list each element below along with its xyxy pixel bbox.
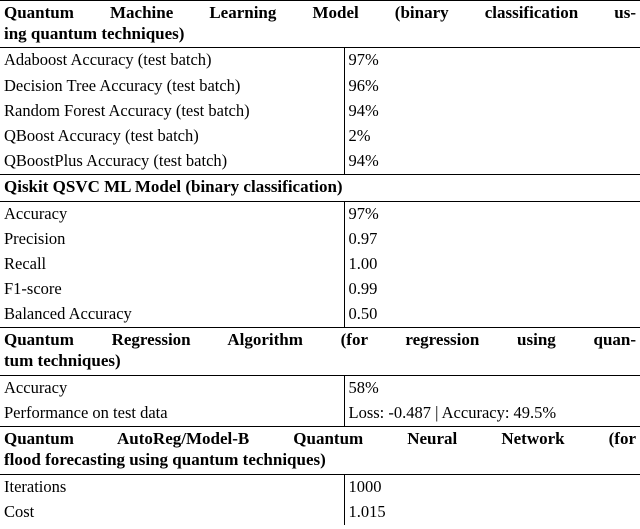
- table-row: [0, 48, 640, 74]
- row-label: Balanced Accuracy: [0, 302, 344, 328]
- row-value: 2%: [348, 125, 371, 145]
- row-value: 97%: [344, 48, 640, 74]
- section-heading-row: [0, 328, 640, 375]
- table-row: [0, 500, 640, 525]
- row-label: Iterations: [0, 474, 344, 500]
- row-value: Loss: -0.487 | Accuracy: 49.5%: [348, 403, 557, 423]
- table-row: [0, 74, 640, 99]
- row-label: Accuracy: [0, 201, 344, 227]
- table-row: [0, 99, 640, 124]
- row-label: Random Forest Accuracy (test batch): [0, 99, 344, 124]
- table-row: [0, 252, 640, 277]
- section-heading-cell: [0, 328, 640, 375]
- row-value: 0.99: [348, 279, 378, 299]
- row-label: QBoost Accuracy (test batch): [0, 124, 344, 149]
- row-value: 97%: [344, 201, 640, 227]
- results-table-body: [0, 1, 640, 525]
- row-label: Performance on test data: [0, 401, 344, 427]
- row-label: Cost: [0, 500, 344, 525]
- row-label: Decision Tree Accuracy (test batch): [0, 74, 344, 99]
- table-row: [0, 375, 640, 401]
- row-value: 96%: [348, 75, 379, 95]
- table-row: [0, 201, 640, 227]
- row-value: 1.015: [348, 501, 386, 521]
- table-row: [0, 474, 640, 500]
- row-value: 0.50: [348, 304, 378, 324]
- table-row: [0, 401, 640, 427]
- section-heading-cell: [0, 1, 640, 48]
- table-row: [0, 124, 640, 149]
- row-value: 0.97: [348, 228, 378, 248]
- section-heading-cell: [0, 427, 640, 474]
- row-value: 1.00: [348, 254, 378, 274]
- section-heading-cell: Qiskit QSVC ML Model (binary classification): [0, 175, 640, 202]
- row-label: QBoostPlus Accuracy (test batch): [0, 149, 344, 175]
- row-label: Recall: [0, 252, 344, 277]
- section-heading-row: [0, 175, 640, 202]
- section-heading-line-2: ing quantum techniques): [4, 23, 185, 43]
- section-heading-line-2: tum techniques): [4, 351, 121, 371]
- row-label: Adaboost Accuracy (test batch): [0, 48, 344, 74]
- section-heading-line-1: Quantum Regression Algorithm (for regression using quan-: [4, 330, 637, 350]
- table-row: [0, 227, 640, 252]
- section-heading-line-1: Quantum Machine Learning Model (binary classification us-: [4, 3, 637, 22]
- section-heading-row: [0, 427, 640, 474]
- table-row: [0, 149, 640, 175]
- table-row: [0, 277, 640, 302]
- row-value: 94%: [348, 100, 379, 120]
- row-label: F1-score: [0, 277, 344, 302]
- table-row: [0, 302, 640, 328]
- section-heading-line-2: flood forecasting using quantum techniques): [4, 449, 326, 469]
- row-label: Accuracy: [0, 375, 344, 401]
- row-value: 1000: [344, 474, 640, 500]
- row-label: Precision: [0, 227, 344, 252]
- section-heading-row: [0, 1, 640, 48]
- row-value: 58%: [344, 375, 640, 401]
- section-heading-line-1: Quantum AutoReg/Model-B Quantum Neural Network (for: [4, 429, 637, 449]
- row-value: 94%: [348, 150, 379, 170]
